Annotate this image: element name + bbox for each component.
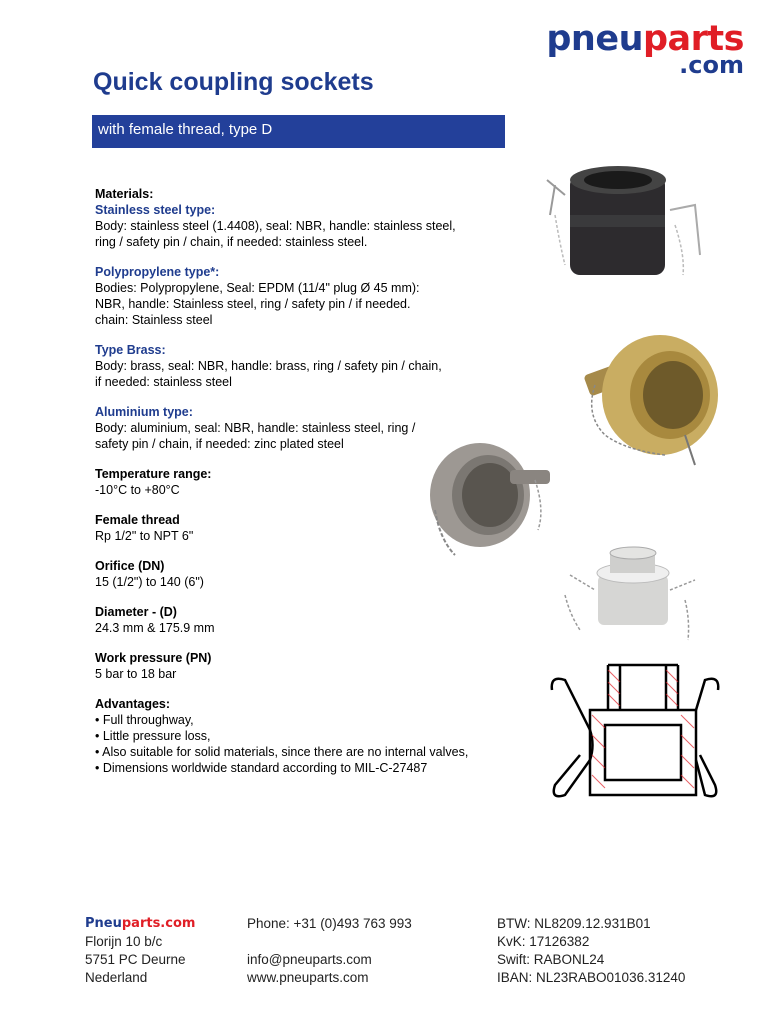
advantage-item: • Full throughway, bbox=[95, 713, 194, 727]
footer-contact bbox=[247, 915, 412, 987]
stainless-line-2: ring / safety pin / chain, if needed: stainless steel. bbox=[95, 235, 368, 249]
footer-email[interactable]: info@pneuparts.com bbox=[247, 952, 372, 967]
footer-kvk: KvK: 17126382 bbox=[497, 934, 590, 949]
footer-website[interactable]: www.pneuparts.com bbox=[247, 970, 369, 985]
brass-heading: Type Brass: bbox=[95, 343, 166, 357]
logo-text-pneu: pneu bbox=[546, 19, 643, 59]
stainless-coupling-image bbox=[560, 545, 710, 645]
advantage-item: • Little pressure loss, bbox=[95, 729, 211, 743]
stainless-line-1: Body: stainless steel (1.4408), seal: NBR, handle: stainless steel, bbox=[95, 219, 456, 233]
subtitle-banner: with female thread, type D bbox=[92, 115, 505, 148]
footer-iban: IBAN: NL23RABO01036.31240 bbox=[497, 970, 686, 985]
temperature-heading: Temperature range: bbox=[95, 467, 212, 481]
female-thread-heading: Female thread bbox=[95, 513, 180, 527]
diameter-section bbox=[95, 604, 515, 636]
footer-address-line: Florijn 10 b/c bbox=[85, 934, 163, 949]
advantage-item: • Also suitable for solid materials, since there are no internal valves, bbox=[95, 745, 469, 759]
polypropylene-line-3: chain: Stainless steel bbox=[95, 313, 213, 327]
footer-address-line: 5751 PC Deurne bbox=[85, 952, 186, 967]
materials-section bbox=[95, 186, 515, 250]
aluminium-heading: Aluminium type: bbox=[95, 405, 193, 419]
polypropylene-heading: Polypropylene type*: bbox=[95, 265, 220, 279]
footer-swift: Swift: RABONL24 bbox=[497, 952, 605, 967]
pneuparts-logo bbox=[546, 19, 744, 79]
footer-btw: BTW: NL8209.12.931B01 bbox=[497, 916, 651, 931]
logo-text-com: .com bbox=[679, 51, 744, 79]
aluminium-line-2: safety pin / chain, if needed: zinc plated steel bbox=[95, 437, 344, 451]
advantages-heading: Advantages: bbox=[95, 697, 171, 711]
advantage-item: • Dimensions worldwide standard according to MIL-C-27487 bbox=[95, 761, 428, 775]
aluminium-line-1: Body: aluminium, seal: NBR, handle: stainless steel, ring / bbox=[95, 421, 416, 435]
cross-section-diagram bbox=[550, 660, 720, 800]
footer-registration bbox=[497, 915, 685, 987]
diameter-heading: Diameter - (D) bbox=[95, 605, 177, 619]
orifice-value: 15 (1/2") to 140 (6") bbox=[95, 575, 204, 589]
logo-text-parts: parts bbox=[643, 19, 744, 59]
page-title: Quick coupling sockets bbox=[93, 68, 374, 96]
brass-line-1: Body: brass, seal: NBR, handle: brass, ring / safety pin / chain, bbox=[95, 359, 442, 373]
brass-coupling-image bbox=[565, 325, 725, 470]
orifice-heading: Orifice (DN) bbox=[95, 559, 165, 573]
temperature-value: -10°C to +80°C bbox=[95, 483, 180, 497]
aluminium-coupling-image bbox=[420, 440, 560, 565]
footer-brand-pneu: Pneu bbox=[85, 916, 122, 931]
footer-brand-parts: parts.com bbox=[121, 916, 196, 931]
stainless-heading: Stainless steel type: bbox=[95, 203, 216, 217]
materials-heading: Materials: bbox=[95, 187, 154, 201]
pressure-heading: Work pressure (PN) bbox=[95, 651, 212, 665]
footer-phone: Phone: +31 (0)493 763 993 bbox=[247, 916, 412, 931]
advantages-section bbox=[95, 696, 515, 776]
polypropylene-coupling-image bbox=[535, 155, 710, 285]
pressure-section bbox=[95, 650, 515, 682]
footer-address-line: Nederland bbox=[85, 970, 148, 985]
diameter-value: 24.3 mm & 175.9 mm bbox=[95, 621, 215, 635]
polypropylene-line-2: NBR, handle: Stainless steel, ring / safety pin / if needed. bbox=[95, 297, 411, 311]
brass-section bbox=[95, 342, 515, 390]
pressure-value: 5 bar to 18 bar bbox=[95, 667, 177, 681]
polypropylene-section bbox=[95, 264, 515, 328]
female-thread-value: Rp 1/2" to NPT 6" bbox=[95, 529, 194, 543]
polypropylene-line-1: Bodies: Polypropylene, Seal: EPDM (11/4" plug Ø 45 mm): bbox=[95, 281, 420, 295]
brass-line-2: if needed: stainless steel bbox=[95, 375, 232, 389]
footer-company bbox=[85, 915, 195, 987]
